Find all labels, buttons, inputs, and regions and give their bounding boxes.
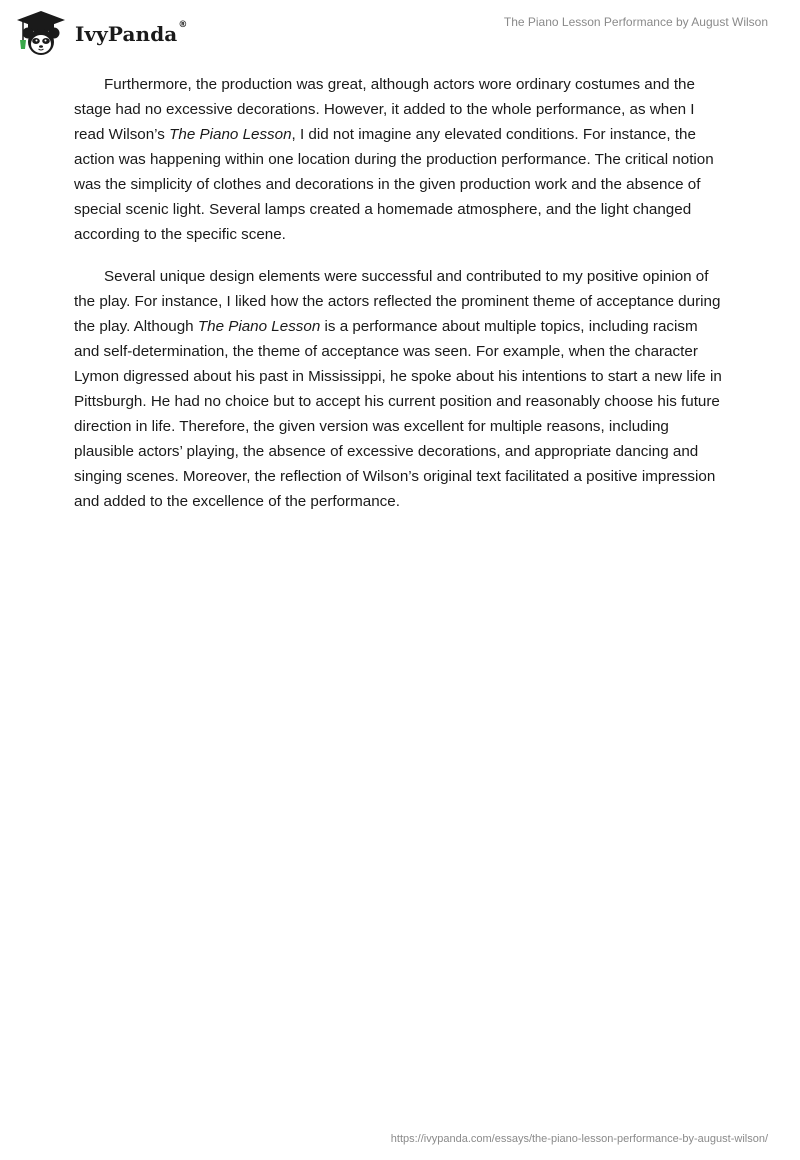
paragraph	[74, 72, 726, 247]
panda-graduate-icon	[15, 9, 67, 57]
paragraph	[74, 264, 726, 514]
text-segment: , I did not imagine any elevated conditions. For instance, the action was happening within one location during the production performance. The critical notion was the simplicity of clothes and decorations in the given production work and the absence of special scenic light. Several lamps created a homemade atmosphere, and the light changed according to the specific scene.	[74, 126, 714, 243]
source-url-link[interactable]: https://ivypanda.com/essays/the-piano-lesson-performance-by-august-wilson/	[390, 1133, 768, 1145]
brand-name: IvyPanda®	[75, 20, 188, 46]
ivypanda-logo[interactable]	[15, 9, 187, 57]
text-segment: Furthermore, the production was great, although actors wore ordinary costumes and the stage had no excessive decorations. However, it added to the whole performance, as when I read Wilson’s	[74, 76, 695, 143]
work-title: The Piano Lesson	[169, 126, 292, 143]
text-segment: is a performance about multiple topics, including racism and self-determination, the theme of acceptance was seen. For example, when the character Lymon digressed about his past in Mississippi, he spoke about his intentions to start a new life in Pittsburgh. He had no choice but to accept his current position and reasonably choose his future direction in life. Therefore, the given version was excellent for multiple reasons, including plausible actors’ playing, the absence of excessive decorations, and appropriate dancing and singing scenes. Moreover, the reflection of Wilson’s original text facilitated a positive impression and added to the excellence of the performance.	[74, 318, 722, 510]
essay-body	[74, 72, 726, 531]
text-segment: Several unique design elements were successful and contributed to my positive opinion of the play. For instance, I liked how the actors reflected the prominent theme of acceptance during the play. Although	[74, 268, 721, 335]
document-title: The Piano Lesson Performance by August Wilson	[503, 15, 768, 29]
work-title: The Piano Lesson	[197, 318, 321, 335]
registered-mark: ®	[178, 20, 188, 30]
page-header	[0, 0, 800, 60]
